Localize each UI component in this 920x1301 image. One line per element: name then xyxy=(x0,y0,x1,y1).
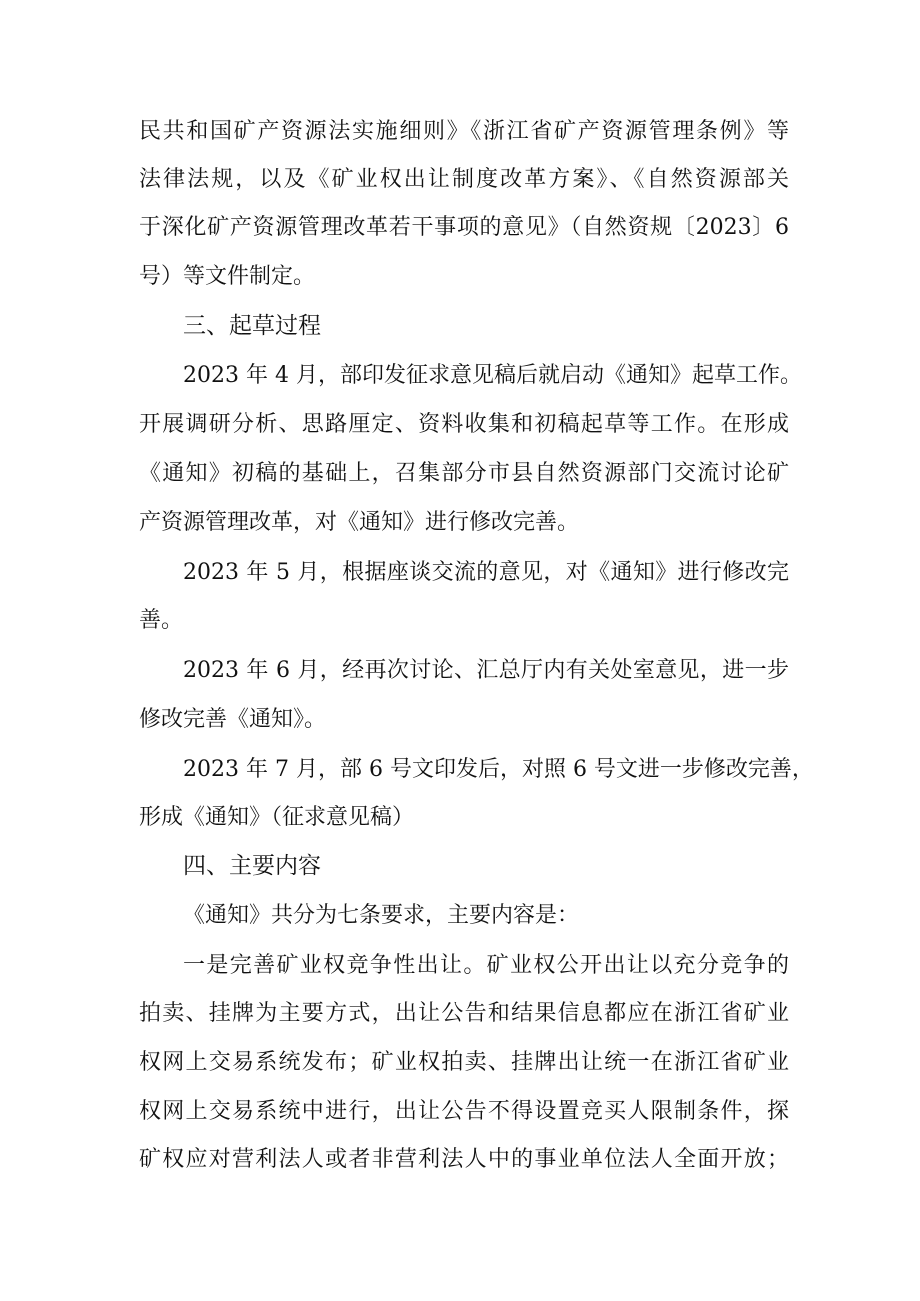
paragraph-line: 权网上交易系统中进行，出让公告不得设置竞买人限制条件，探 xyxy=(139,1099,789,1124)
paragraph-line: 2023 年 6 月，经再次讨论、汇总厅内有关处室意见，进一步 xyxy=(183,658,789,683)
paragraph-line: 号）等文件制定。 xyxy=(139,264,316,289)
paragraph-line: 产资源管理改革，对《通知》进行修改完善。 xyxy=(139,510,580,535)
paragraph-line: 2023 年 4 月，部印发征求意见稿后就启动《通知》起草工作。 xyxy=(183,363,802,388)
paragraph-line: 法律法规，以及《矿业权出让制度改革方案》、《自然资源部关 xyxy=(139,167,789,192)
paragraph-line: 《通知》共分为七条要求，主要内容是： xyxy=(183,903,580,928)
section-heading-main-content: 四、主要内容 xyxy=(183,853,321,879)
paragraph-line: 修改完善《通知》。 xyxy=(139,707,327,732)
paragraph-line: 形成《通知》（征求意见稿） xyxy=(139,805,415,830)
paragraph-line: 《通知》初稿的基础上，召集部分市县自然资源部门交流讨论矿 xyxy=(139,461,789,486)
paragraph-line: 民共和国矿产资源法实施细则》《浙江省矿产资源管理条例》等 xyxy=(139,119,789,144)
paragraph-line: 开展调研分析、思路厘定、资料收集和初稿起草等工作。在形成 xyxy=(139,412,789,437)
section-heading-drafting-process: 三、起草过程 xyxy=(183,313,321,339)
paragraph-line: 一是完善矿业权竞争性出让。矿业权公开出让以充分竞争的 xyxy=(183,953,789,978)
paragraph-line: 矿权应对营利法人或者非营利法人中的事业单位法人全面开放； xyxy=(139,1147,789,1172)
paragraph-line: 2023 年 5 月，根据座谈交流的意见，对《通知》进行修改完 xyxy=(183,560,789,585)
paragraph-line: 善。 xyxy=(139,608,184,633)
paragraph-line: 于深化矿产资源管理改革若干事项的意见》（自然资规〔2023〕6 xyxy=(139,215,789,240)
paragraph-line: 权网上交易系统发布；矿业权拍卖、挂牌出让统一在浙江省矿业 xyxy=(139,1050,789,1075)
paragraph-line: 拍卖、挂牌为主要方式，出让公告和结果信息都应在浙江省矿业 xyxy=(139,1001,789,1026)
paragraph-line: 2023 年 7 月，部 6 号文印发后，对照 6 号文进一步修改完善， xyxy=(183,757,814,782)
